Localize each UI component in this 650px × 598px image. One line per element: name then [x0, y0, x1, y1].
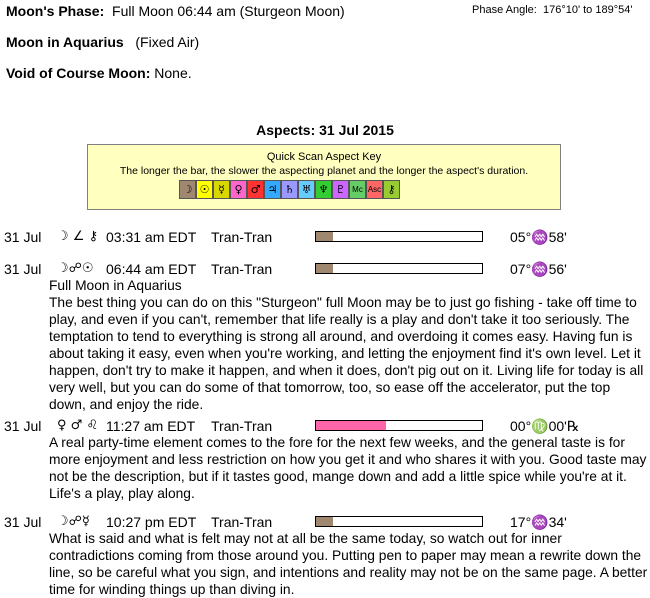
aspect-date: 31 Jul: [4, 418, 42, 434]
key-swatch-chiron: ⚷: [383, 180, 400, 199]
aspect-type: Tran-Tran: [211, 229, 273, 245]
aspect-description: [49, 434, 649, 502]
aspect-duration-bar: [315, 231, 483, 242]
void-label: Void of Course Moon:: [6, 65, 151, 81]
key-swatch-mars: ♂: [247, 180, 264, 199]
aspect-key-description: The longer the bar, the slower the aspecting planet and the longer the aspect's duration.: [119, 165, 529, 177]
aspect-glyphs: ☽☍☉: [57, 261, 94, 276]
aspect-duration-bar-fill: [316, 264, 333, 273]
key-swatch-ascendant: Asc: [366, 180, 383, 199]
aspect-date: 31 Jul: [4, 261, 42, 277]
aspect-description: [49, 530, 649, 598]
aspect-duration-bar: [315, 516, 483, 527]
phase-angle-line: [472, 4, 632, 16]
aspect-time: 11:27 am EDT: [106, 418, 196, 434]
void-value: None.: [154, 65, 192, 81]
phase-angle-value: 176°10' to 189°54': [542, 4, 633, 16]
aspect-text: The best thing you can do on this "Sturgeon" full Moon may be to just go fishing - take off time to play, and even if you can't, remember that life really is a play and don't take it too seriously. The temptation to tend to everything is strong all around, and overdoing it comes easy. Having fun is about taking it easy, even when you're working, and letting the enjoyment find it's own level. Let it happen, don't try to make it happen, and when it does, don't pig out on it. Living life for today is all very well, but you can do some of that tomorrow, too, so ease off the accelerator, put the top down, and enjoy the ride.: [49, 295, 644, 412]
moon-sign: Moon in Aquarius: [6, 34, 124, 50]
key-swatch-uranus: ♅: [298, 180, 315, 199]
key-swatch-sun: ☉: [196, 180, 213, 199]
key-swatch-pluto: ♇: [332, 180, 349, 199]
aspect-position: 07°♒56': [510, 261, 567, 277]
aspect-key-swatches: [179, 180, 400, 200]
aspect-key-box: [87, 144, 561, 210]
aspect-heading: Full Moon in Aquarius: [49, 278, 182, 293]
void-of-course-line: [6, 65, 192, 81]
aspect-text: A real party-time element comes to the fore for the next few weeks, and the general taste is for more enjoyment and less restriction on how you get it and who shares it with you. Good taste may not be the description, but if it tastes good, mange down and add a little spice while you're at it. Life's a play, play along.: [49, 435, 647, 501]
aspect-position: 05°♒58': [510, 229, 567, 245]
moon-phase-value: Full Moon 06:44 am (Sturgeon Moon): [112, 3, 345, 19]
aspect-row: [0, 229, 650, 247]
aspect-type: Tran-Tran: [211, 261, 273, 277]
key-swatch-saturn: ♄: [281, 180, 298, 199]
aspect-key-title: Quick Scan Aspect Key: [266, 151, 382, 163]
aspect-text: What is said and what is felt may not at all be the same today, so watch out for inner contradictions coming from those around you. Putting pen to paper may mean a rewrite down the line, so be careful what you sign, and intentions and reality may not be on the same page. A better time for winding things up than diving in.: [49, 531, 648, 597]
aspect-time: 06:44 am EDT: [106, 261, 197, 277]
aspect-date: 31 Jul: [4, 514, 42, 530]
moon-phase-line: [6, 3, 345, 19]
moon-phase-label: Moon's Phase:: [6, 3, 105, 19]
key-swatch-venus: ♀: [230, 180, 247, 199]
aspect-type: Tran-Tran: [211, 514, 273, 530]
aspect-duration-bar-fill: [316, 517, 333, 526]
key-swatch-jupiter: ♃: [264, 180, 281, 199]
key-swatch-midheaven: Mc: [349, 180, 366, 199]
phase-angle-label: Phase Angle:: [472, 4, 537, 16]
aspect-duration-bar: [315, 420, 483, 431]
key-swatch-neptune: ♆: [315, 180, 332, 199]
aspect-glyphs: ♀ ♂ ♌: [57, 418, 99, 433]
aspect-position: 17°♒34': [510, 514, 567, 530]
aspect-time: 10:27 pm EDT: [106, 514, 197, 530]
aspect-date: 31 Jul: [4, 229, 42, 245]
aspect-duration-bar-fill: [316, 421, 386, 430]
aspect-glyphs: ☽ ∠ ⚷: [57, 229, 99, 244]
key-swatch-mercury: ☿: [213, 180, 230, 199]
aspects-title: Aspects: 31 Jul 2015: [256, 122, 394, 138]
moon-quality: (Fixed Air): [135, 34, 200, 50]
aspect-duration-bar: [315, 263, 483, 274]
aspect-glyphs: ☽☍☿: [57, 514, 90, 529]
aspect-position: 00°♍00'℞: [510, 418, 580, 434]
key-swatch-moon: ☽: [179, 180, 196, 199]
aspect-duration-bar-fill: [316, 232, 333, 241]
aspect-type: Tran-Tran: [211, 418, 273, 434]
aspect-time: 03:31 am EDT: [106, 229, 197, 245]
aspect-description: [49, 277, 649, 413]
moon-sign-line: [6, 34, 199, 50]
